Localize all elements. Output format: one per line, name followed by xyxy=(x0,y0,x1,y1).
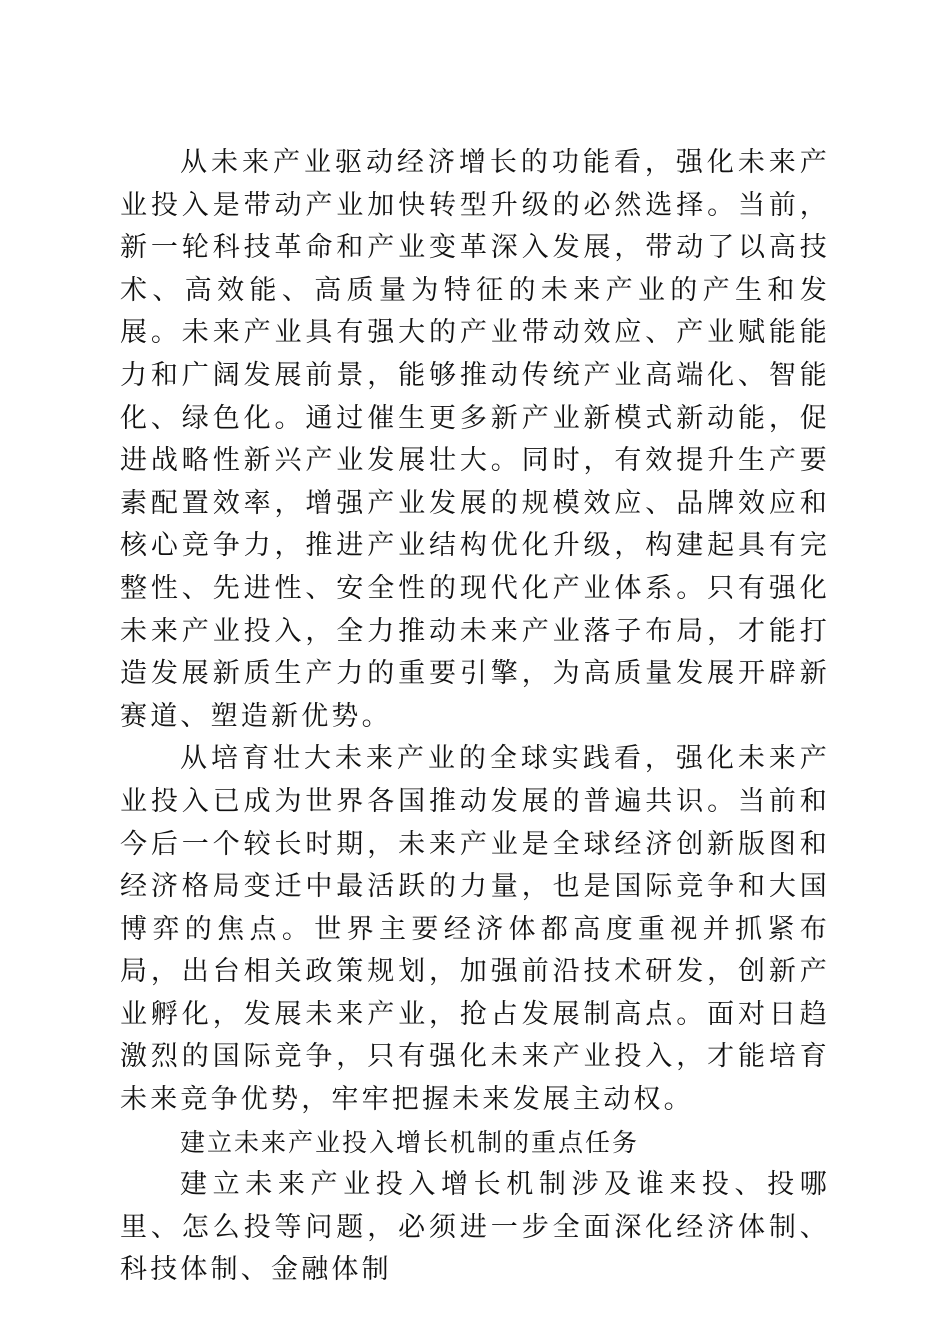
paragraph-global-practice: 从培育壮大未来产业的全球实践看，强化未来产业投入已成为世界各国推动发展的普遍共识。当前和今后一个较长时期，未来产业是全球经济创新版图和经济格局变迁中最活跃的力量，也是国际竞争和大国博弈的焦点。世界主要经济体都高度重视并抓紧布局，出台相关政策规划，加强前沿技术研发，创新产业孵化，发展未来产业，抢占发展制高点。面对日趋激烈的国际竞争，只有强化未来产业投入，才能培育未来竞争优势，牢牢把握未来发展主动权。 xyxy=(120,743,830,1116)
paragraph-investment-mechanism: 建立未来产业投入增长机制涉及谁来投、投哪里、怎么投等问题，必须进一步全面深化经济体制、科技体制、金融体制 xyxy=(120,1169,830,1286)
document-body xyxy=(120,142,830,1292)
section-heading: 建立未来产业投入增长机制的重点任务 xyxy=(180,1127,640,1157)
paragraph-future-industry-function: 从未来产业驱动经济增长的功能看，强化未来产业投入是带动产业加快转型升级的必然选择。当前，新一轮科技革命和产业变革深入发展，带动了以高技术、高效能、高质量为特征的未来产业的产生和发展。未来产业具有强大的产业带动效应、产业赋能能力和广阔发展前景，能够推动传统产业高端化、智能化、绿色化。通过催生更多新产业新模式新动能，促进战略性新兴产业发展壮大。同时，有效提升生产要素配置效率，增强产业发展的规模效应、品牌效应和核心竞争力，推进产业结构优化升级，构建起具有完整性、先进性、安全性的现代化产业体系。只有强化未来产业投入，全力推动未来产业落子布局，才能打造发展新质生产力的重要引擎，为高质量发展开辟新赛道、塑造新优势。 xyxy=(120,147,830,732)
